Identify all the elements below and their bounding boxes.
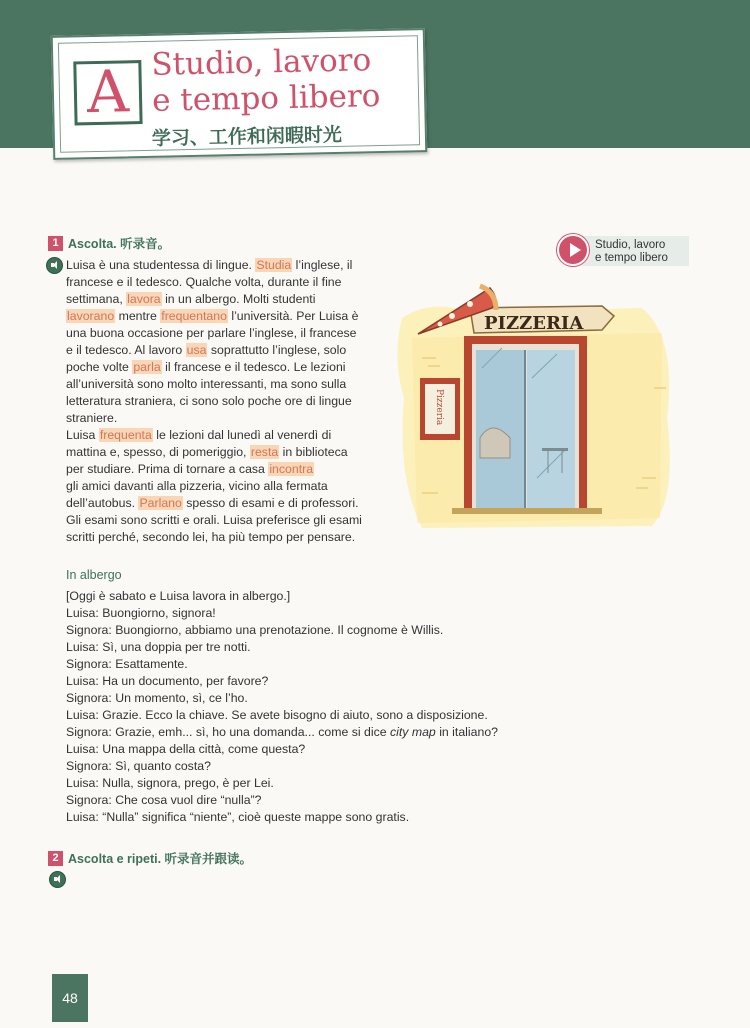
unit-title-card — [51, 28, 428, 160]
dialogue-line — [66, 622, 626, 639]
highlighted-verb: parla — [133, 360, 161, 374]
dialogue-line — [66, 690, 626, 707]
highlighted-verb: Parlano — [139, 496, 182, 510]
text-segment: Signora: Buongiorno, abbiamo una prenotazione. Il cognome è Willis. — [66, 623, 444, 637]
unit-title-line-2: e tempo libero — [151, 78, 381, 119]
dialogue-line — [66, 707, 626, 724]
reading-line — [66, 461, 376, 478]
reading-line — [66, 291, 376, 308]
reading-line — [66, 308, 376, 325]
dialogue-line — [66, 605, 626, 622]
text-segment: in italiano? — [435, 725, 498, 739]
unit-title-chinese: 学习、工作和闲暇时光 — [151, 124, 343, 150]
play-icon[interactable] — [557, 234, 589, 266]
text-segment: Luisa: Una mappa della città, come questa? — [66, 742, 306, 756]
text-segment: in un albergo. Molti studenti — [161, 292, 316, 306]
reading-line — [66, 376, 376, 393]
dialogue-line — [66, 656, 626, 673]
text-segment: city map — [389, 725, 436, 739]
text-segment: le lezioni dal lunedì al venerdì di — [152, 428, 332, 442]
text-segment: e il tedesco. Al lavoro — [66, 343, 186, 357]
dialogue-line — [66, 758, 626, 775]
text-segment: scritti perché, secondo lei, ha più tempo per pensare. — [66, 530, 356, 544]
page-number: 48 — [52, 974, 88, 1022]
highlighted-verb: lavorano — [67, 309, 115, 323]
text-segment: Gli esami sono scritti e orali. Luisa preferisce gli esami — [66, 513, 362, 527]
door-step — [452, 508, 602, 514]
door-glass-right — [527, 350, 575, 508]
text-segment: dell’autobus. — [66, 496, 139, 510]
dialogue-text — [66, 588, 626, 826]
video-label-line-2: e tempo libero — [595, 252, 668, 264]
text-segment: Luisa: Sì, una doppia per tre notti. — [66, 640, 251, 654]
reading-line — [66, 325, 376, 342]
reading-line — [66, 444, 376, 461]
audio-play-icon[interactable] — [49, 871, 66, 888]
highlighted-verb: incontra — [269, 462, 314, 476]
text-segment: [Oggi è sabato e Luisa lavora in albergo.] — [66, 589, 291, 603]
pizza-topping — [467, 301, 473, 307]
text-segment: Luisa: Grazie. Ecco la chiave. Se avete bisogno di aiuto, sono a disposizione. — [66, 708, 488, 722]
reading-line — [66, 529, 376, 546]
text-segment: l’università. Per Luisa è — [227, 309, 359, 323]
reading-line — [66, 410, 376, 427]
text-segment: spesso di esami e di professori. — [182, 496, 359, 510]
exercise-1-label: Ascolta. 听录音。 — [68, 237, 171, 251]
reading-line — [66, 512, 376, 529]
highlighted-verb: frequentano — [161, 309, 227, 323]
highlighted-verb: Studia — [256, 258, 292, 272]
menu-text: Pizzeria — [434, 389, 444, 426]
reading-line — [66, 495, 376, 512]
text-segment: Signora: Che cosa vuol dire “nulla”? — [66, 793, 262, 807]
dialogue-line — [66, 639, 626, 656]
dialogue-line — [66, 588, 626, 605]
exercise-2-number: 2 — [48, 851, 63, 866]
highlighted-verb: resta — [250, 445, 279, 459]
unit-title-line-1: Studio, lavoro — [150, 42, 372, 83]
highlighted-verb: frequenta — [99, 428, 152, 442]
audio-play-icon[interactable] — [46, 257, 63, 274]
sign-text: PIZZERIA — [484, 313, 584, 334]
highlighted-verb: usa — [186, 343, 207, 357]
text-segment: Luisa: Nulla, signora, prego, è per Lei. — [66, 776, 274, 790]
video-label-line-1: Studio, lavoro — [595, 239, 666, 251]
text-segment: soprattutto l’inglese, solo — [207, 343, 347, 357]
dialogue-line — [66, 673, 626, 690]
text-segment: l’inglese, il — [292, 258, 353, 272]
text-segment: il francese e il tedesco. Le lezioni — [161, 360, 346, 374]
dialogue-line — [66, 741, 626, 758]
text-segment: Signora: Un momento, sì, ce l’ho. — [66, 691, 248, 705]
dialogue-line — [66, 809, 626, 826]
text-segment: poche volte — [66, 360, 133, 374]
text-segment: settimana, — [66, 292, 127, 306]
reading-line — [66, 274, 376, 291]
reading-line — [66, 427, 376, 444]
text-segment: Luisa — [66, 428, 99, 442]
text-segment: straniere. — [66, 411, 118, 425]
reading-line — [66, 478, 376, 495]
pizza-topping — [438, 322, 443, 327]
dialogue-line — [66, 775, 626, 792]
highlighted-verb: lavora — [127, 292, 161, 306]
text-segment: Signora: Grazie, emh... sì, ho una domanda... come si dice — [66, 725, 390, 739]
dialogue-line — [66, 724, 626, 741]
unit-letter: A — [73, 60, 142, 125]
dialogue-line — [66, 792, 626, 809]
video-play-button[interactable] — [555, 232, 691, 266]
exercise-2-heading — [48, 850, 252, 866]
pizza-topping — [449, 313, 455, 319]
reading-text — [66, 257, 376, 546]
text-segment: Signora: Sì, quanto costa? — [66, 759, 211, 773]
text-segment: mentre — [115, 309, 161, 323]
reading-line — [66, 257, 376, 274]
exercise-1-heading — [48, 235, 170, 251]
text-segment: all’università sono molto interessanti, ma sono sulla — [66, 377, 347, 391]
door-glass-left — [476, 350, 524, 508]
text-segment: per studiare. Prima di tornare a casa — [66, 462, 269, 476]
text-segment: una buona occasione per parlare l’inglese, il francese — [66, 326, 357, 340]
video-badge-label — [595, 239, 668, 265]
reading-line — [66, 393, 376, 410]
text-segment: mattina e, spesso, di pomeriggio, — [66, 445, 250, 459]
exercise-1-number: 1 — [48, 236, 63, 251]
exercise-2-label: Ascolta e ripeti. 听录音并跟读。 — [68, 852, 253, 866]
text-segment: Luisa: “Nulla” significa “niente”, cioè queste mappe sono gratis. — [66, 810, 410, 824]
table — [542, 448, 568, 451]
text-segment: letteratura straniera, ci sono solo poche ore di lingue — [66, 394, 352, 408]
text-segment: Signora: Esattamente. — [66, 657, 188, 671]
text-segment: gli amici davanti alla pizzeria, vicino alla fermata — [66, 479, 328, 493]
text-segment: in biblioteca — [279, 445, 348, 459]
text-segment: Luisa è una studentessa di lingue. — [66, 258, 256, 272]
text-segment: Luisa: Buongiorno, signora! — [66, 606, 216, 620]
pizzeria-illustration — [392, 278, 682, 538]
reading-line — [66, 342, 376, 359]
dialogue-title: In albergo — [66, 568, 122, 582]
text-segment: Luisa: Ha un documento, per favore? — [66, 674, 269, 688]
reading-line — [66, 359, 376, 376]
text-segment: francese e il tedesco. Qualche volta, durante il fine — [66, 275, 342, 289]
